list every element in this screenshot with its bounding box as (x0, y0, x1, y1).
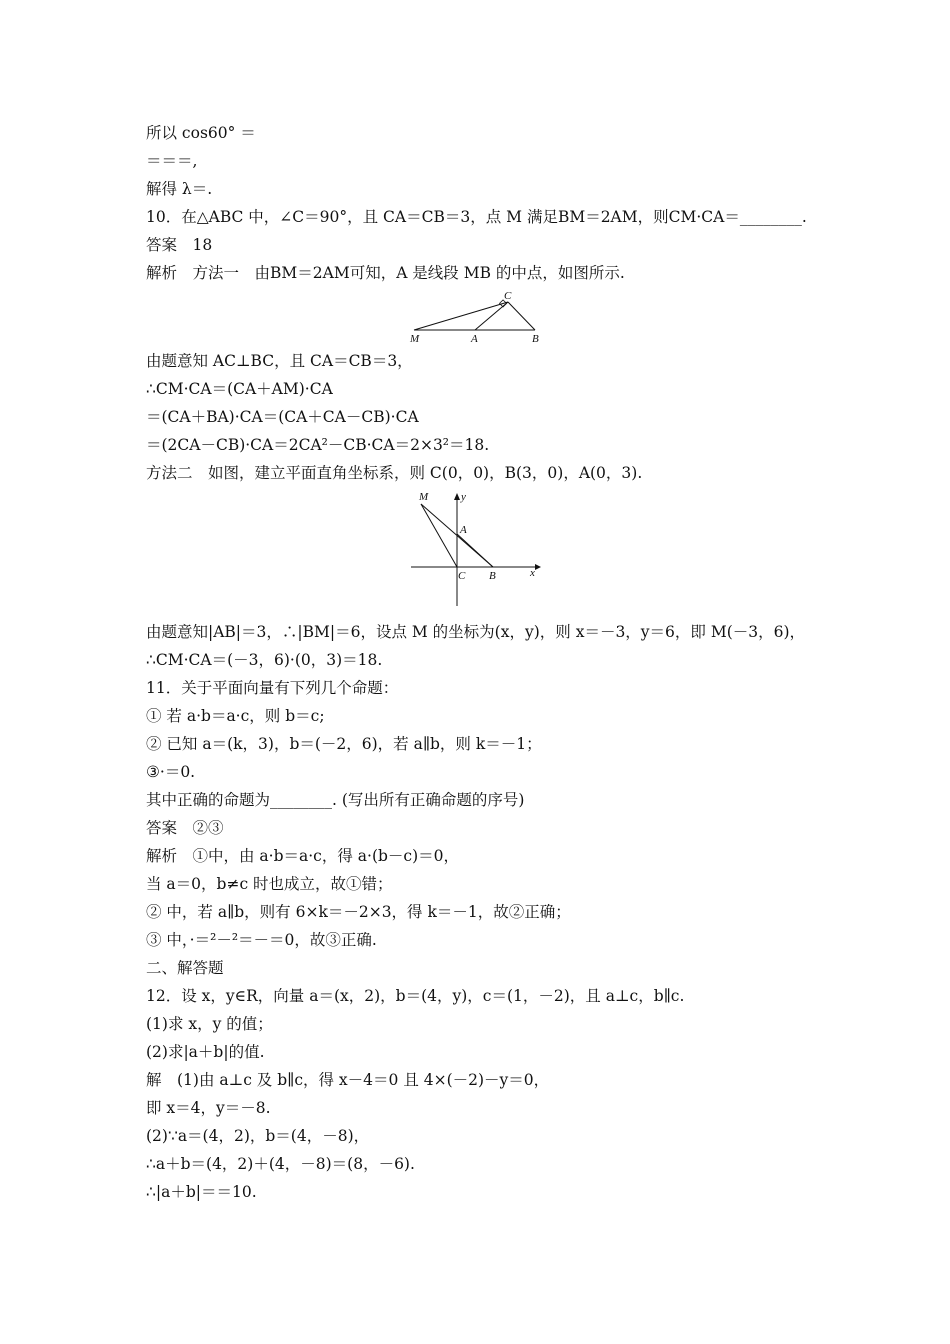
label-m: M (410, 333, 420, 345)
problem-10: 10．在△ABC 中，∠C＝90°，且 CA＝CB＝3，点 M 满足BM＝2AM，则CM·CA＝________. (146, 208, 807, 226)
coordinate-figure (405, 488, 545, 610)
solution-11: 解析 ①中，由 a·b＝a·c，得 a·(b－c)＝0， (146, 847, 460, 865)
problem-11: 11．关于平面向量有下列几个命题： (146, 679, 399, 697)
text-line: ③ 中，·＝²－²＝－＝0，故③正确. (146, 931, 377, 949)
method-two: 方法二 如图，建立平面直角坐标系，则 C(0，0)，B(3，0)，A(0，3). (146, 464, 643, 482)
text-line: ＝(CA＋BA)·CA＝(CA＋CA－CB)·CA (146, 408, 419, 426)
label-c: C (458, 570, 466, 582)
text-line: ∴CM·CA＝(－3，6)·(0，3)＝18. (146, 651, 383, 669)
answer-11: 答案 ②③ (146, 819, 224, 837)
proposition-2: ② 已知 a＝(k，3)，b＝(－2，6)，若 a∥b，则 k＝－1； (146, 735, 542, 753)
label-b: B (532, 333, 539, 345)
problem-12: 12．设 x，y∈R，向量 a＝(x，2)，b＝(4，y)，c＝(1，－2)，且 a⊥c，b∥c. (146, 987, 685, 1005)
text-line: ∴a＋b＝(4，2)＋(4，－8)＝(8，－6). (146, 1155, 415, 1173)
label-x: x (530, 567, 535, 579)
text-line: ＝＝＝, (146, 152, 198, 170)
text-line: 所以 cos60° ＝ (146, 124, 256, 142)
triangle-figure (400, 288, 550, 346)
label-a: A (471, 333, 478, 345)
text-line: ∴CM·CA＝(CA＋AM)·CA (146, 380, 333, 398)
section-heading: 二、解答题 (146, 959, 224, 977)
text-line: ＝(2CA－CB)·CA＝2CA²－CB·CA＝2×3²＝18. (146, 436, 490, 454)
text-line: (1)求 x，y 的值； (146, 1015, 273, 1033)
label-m: M (419, 491, 429, 503)
text-line: ∴|a＋b|＝＝10. (146, 1183, 257, 1201)
label-c: C (504, 290, 512, 302)
text-line: (2)求|a＋b|的值. (146, 1043, 265, 1061)
answer-10: 答案 18 (146, 236, 213, 254)
proposition-3: ③·＝0. (146, 763, 196, 781)
text-line: ② 中，若 a∥b，则有 6×k＝－2×3，得 k＝－1，故②正确； (146, 903, 571, 921)
text-line: (2)∵a＝(4，2)，b＝(4，－8)， (146, 1127, 370, 1145)
text-line: 解得 λ＝. (146, 180, 213, 198)
label-b: B (489, 570, 496, 582)
text-line: 当 a＝0，b≠c 时也成立，故①错； (146, 875, 393, 893)
proposition-1: ① 若 a·b＝a·c，则 b＝c; (146, 707, 325, 725)
solution-12: 解 (1)由 a⊥c 及 b∥c，得 x－4＝0 且 4×(－2)－y＝0， (146, 1071, 550, 1089)
label-a: A (460, 524, 467, 536)
solution-10: 解析 方法一 由BM＝2AM可知，A 是线段 MB 的中点，如图所示. (146, 264, 625, 282)
text-line: 由题意知|AB|＝3，∴|BM|＝6，设点 M 的坐标为(x，y)，则 x＝－3，y＝6，即 M(－3，6)， (146, 623, 806, 641)
text-line: 即 x＝4，y＝－8. (146, 1099, 271, 1117)
label-y: y (461, 491, 466, 503)
text-line: 由题意知 AC⊥BC，且 CA＝CB＝3， (146, 352, 413, 370)
text-line: 其中正确的命题为________. (写出所有正确命题的序号) (146, 791, 525, 809)
